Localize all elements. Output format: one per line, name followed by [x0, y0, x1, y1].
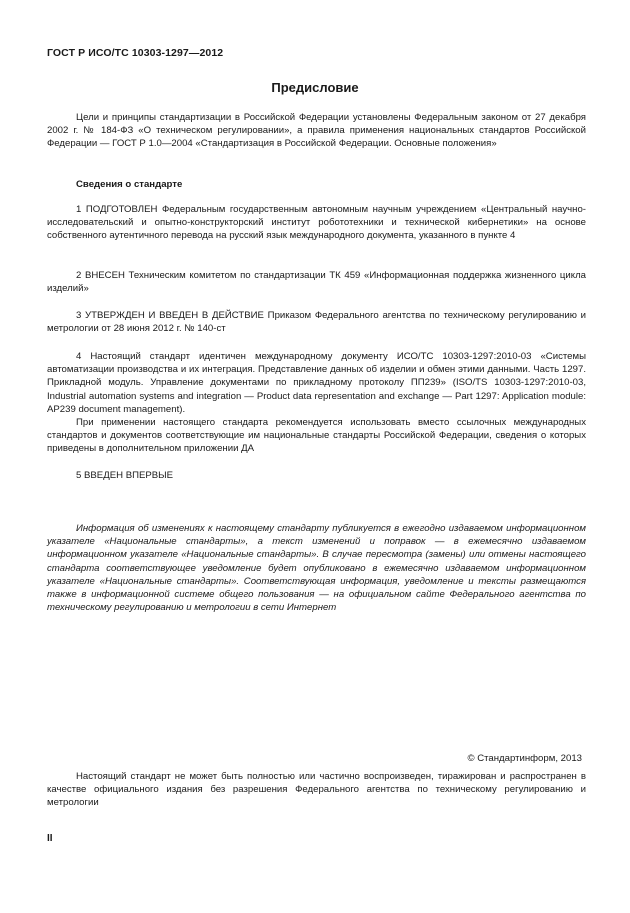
document-header: ГОСТ Р ИСО/ТС 10303-1297—2012	[47, 47, 224, 59]
item-4-identical: 4 Настоящий стандарт идентичен международному документу ИСО/ТС 10303-1297:2010-03 «Системы автоматизации производства и их интеграция. Представление данных об изделии и обмен этими данными. Часть 1297. Прикладной модуль. Управление документами по прикладному протоколу ПП239» (ISO/TS 10303-1297:2010-03, Industrial automation systems and integration — Product data representation and exchange — Part 1297: Application module: AP239 document management).	[47, 351, 586, 415]
page-title: Предисловие	[271, 80, 359, 95]
item-2-submitted: 2 ВНЕСЕН Техническим комитетом по стандартизации ТК 459 «Информационная поддержка жизненного цикла изделий»	[47, 270, 586, 295]
page-number: II	[47, 833, 53, 844]
section-heading: Сведения о стандарте	[76, 179, 183, 190]
copyright: © Стандартинформ, 2013	[467, 753, 582, 764]
info-notice: Информация об изменениях к настоящему стандарту публикуется в ежегодно издаваемом информационном указателе «Национальные стандарты», а текст изменений и поправок — в ежемесячно издаваемом информационном указателе «Национальные стандарты». В случае пересмотра (замены) или отмены настоящего стандарта соответствующее уведомление будет опубликовано в ежемесячно издаваемом информационном указателе «Национальные стандарты». Соответствующая информация, уведомление и тексты размещаются также в информационной системе общего пользования — на официальном сайте Федерального агентства по техническому регулированию и метрологии в сети Интернет	[47, 523, 586, 614]
intro-paragraph: Цели и принципы стандартизации в Российской Федерации установлены Федеральным законом от 27 декабря 2002 г. № 184-ФЗ «О техническом регулировании», а правила применения национальных стандартов Российской Федерации — ГОСТ Р 1.0—2004 «Стандартизация в Российской Федерации. Основные положения»	[47, 112, 586, 150]
item-4-note: При применении настоящего стандарта рекомендуется использовать вместо ссылочных международных стандартов и документов соответствующие им национальные стандарты Российской Федерации, сведения о которых приведены в дополнительном приложении ДА	[47, 417, 586, 455]
reproduction-notice: Настоящий стандарт не может быть полностью или частично воспроизведен, тиражирован и распространен в качестве официального издания без разрешения Федерального агентства по техническому регулированию и метрологии	[47, 771, 586, 809]
item-1-prepared: 1 ПОДГОТОВЛЕН Федеральным государственным автономным научным учреждением «Центральный научно-исследовательский и опытно-конструкторский институт робототехники и технической кибернетики» на основе собственного аутентичного перевода на русский язык международного документа, указанного в пункте 4	[47, 204, 586, 242]
item-5-introduced: 5 ВВЕДЕН ВПЕРВЫЕ	[76, 470, 174, 481]
item-3-approved: 3 УТВЕРЖДЕН И ВВЕДЕН В ДЕЙСТВИЕ Приказом Федерального агентства по техническому регулированию и метрологии от 28 июня 2012 г. № 140-ст	[47, 310, 586, 335]
